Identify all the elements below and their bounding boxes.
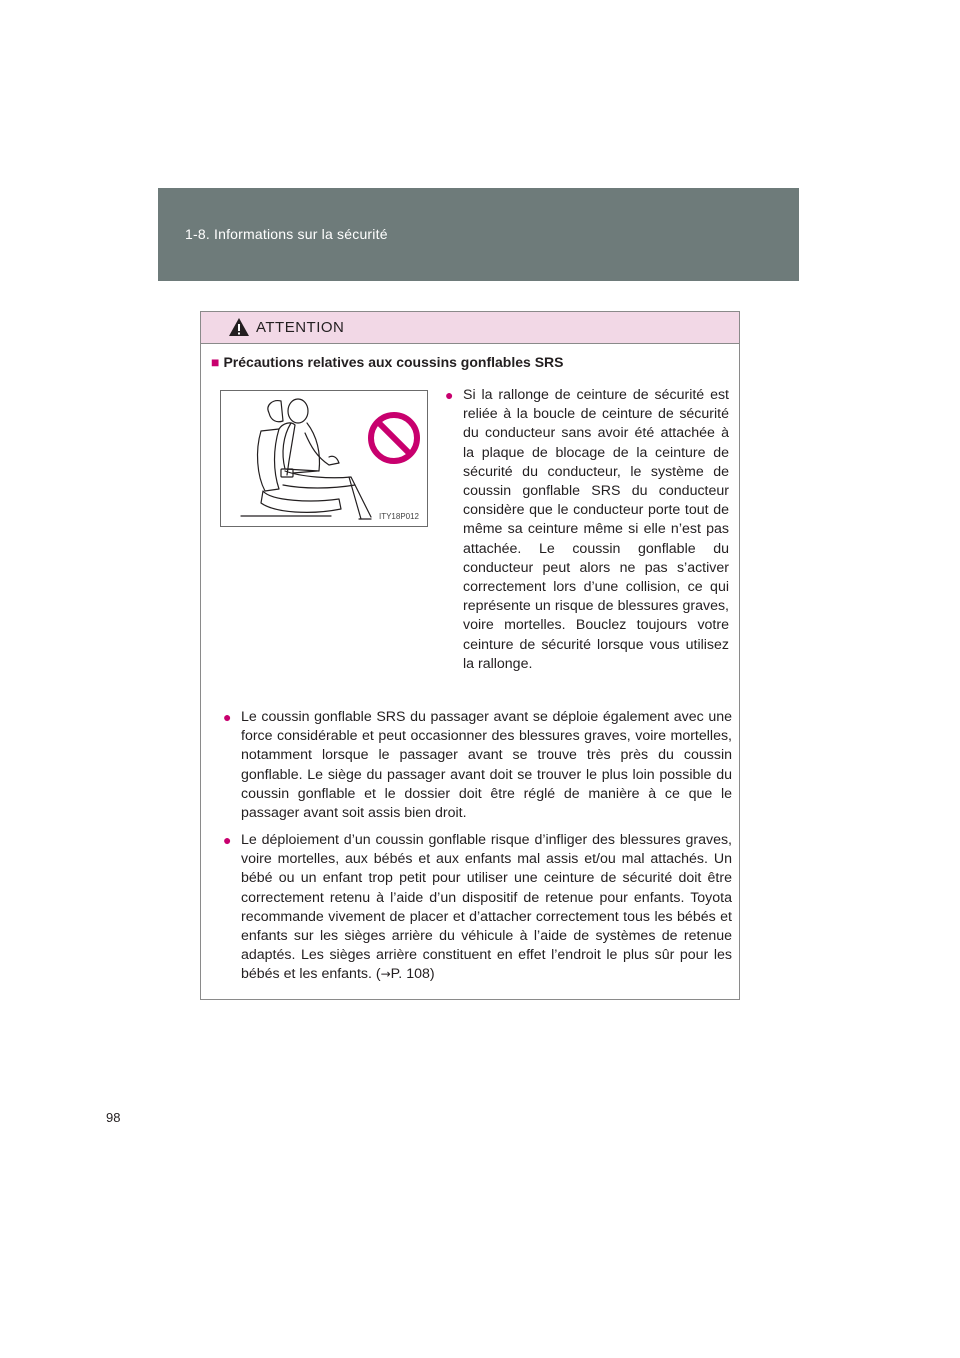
subheading: [211, 354, 563, 370]
bullet-item: [445, 386, 729, 674]
attention-label: ATTENTION: [256, 319, 345, 336]
bullet-text: Le coussin gonflable SRS du passager avant se déploie également avec une force considérable et peut occasionner des blessures graves, voire mortelles, notamment lorsque le passager avant se trouve très près du coussin gonflable. Le siège du passager avant doit se trouver le plus loin possible du coussin gonflable et le dossier doit être réglé de manière à ce que le passager avant soit assis bien droit.: [241, 709, 732, 822]
page-number: 98: [106, 1110, 121, 1125]
bullet-text: Si la rallonge de ceinture de sécurité est reliée à la boucle de ceinture de sécurité du conducteur sans avoir été attachée à la plaque de blocage de la ceinture de sécurité du conducteur, le système de coussin gonflable SRS du conducteur considère que le conducteur porte tout de même sa ceinture même si elle n’est pas attachée. Le coussin gonflable du conducteur peut alors ne pas s’activer correctement lors d’une collision, ce qui représente un risque de blessures graves, voire mortelles. Bouclez toujours votre ceinture de sécurité lorsque vous utilisez la rallonge.: [463, 387, 729, 672]
seat-illustration: [220, 390, 428, 527]
bullet-item: [223, 831, 732, 985]
warning-triangle-icon: [228, 317, 250, 337]
page-reference[interactable]: P. 108): [390, 966, 435, 983]
subheading-marker: ■: [211, 354, 220, 370]
figure-code: ITY18P012: [378, 512, 419, 521]
subheading-text: Précautions relatives aux coussins gonflables SRS: [223, 354, 564, 370]
bullet-marker: ●: [223, 832, 232, 848]
attention-header: [201, 312, 739, 344]
bullet-marker: ●: [223, 709, 232, 725]
bullet-item: [223, 708, 732, 823]
section-title: 1-8. Informations sur la sécurité: [185, 226, 388, 242]
bullet-text: Le déploiement d’un coussin gonflable risque d’infliger des blessures graves, voire mortelles, aux bébés et aux enfants mal assis et/ou mal attachés. Un bébé ou un enfant trop petit pour utiliser une ceinture de sécurité doit être correctement retenu à l’aide d’un dispositif de retenue pour enfants. Toyota recommande vivement de placer et d’attacher correctement tous les bébés et enfants sur les sièges arrière du véhicule à l’aide de systèmes de retenue adaptés. Les sièges arrière constituent en effet l’endroit le plus sûr pour les bébés et les enfants. (: [241, 832, 732, 983]
prohibited-icon: [367, 411, 421, 465]
arrow-right-icon: →: [380, 967, 391, 982]
bullet-marker: ●: [445, 387, 454, 403]
attention-box: [200, 311, 740, 1000]
